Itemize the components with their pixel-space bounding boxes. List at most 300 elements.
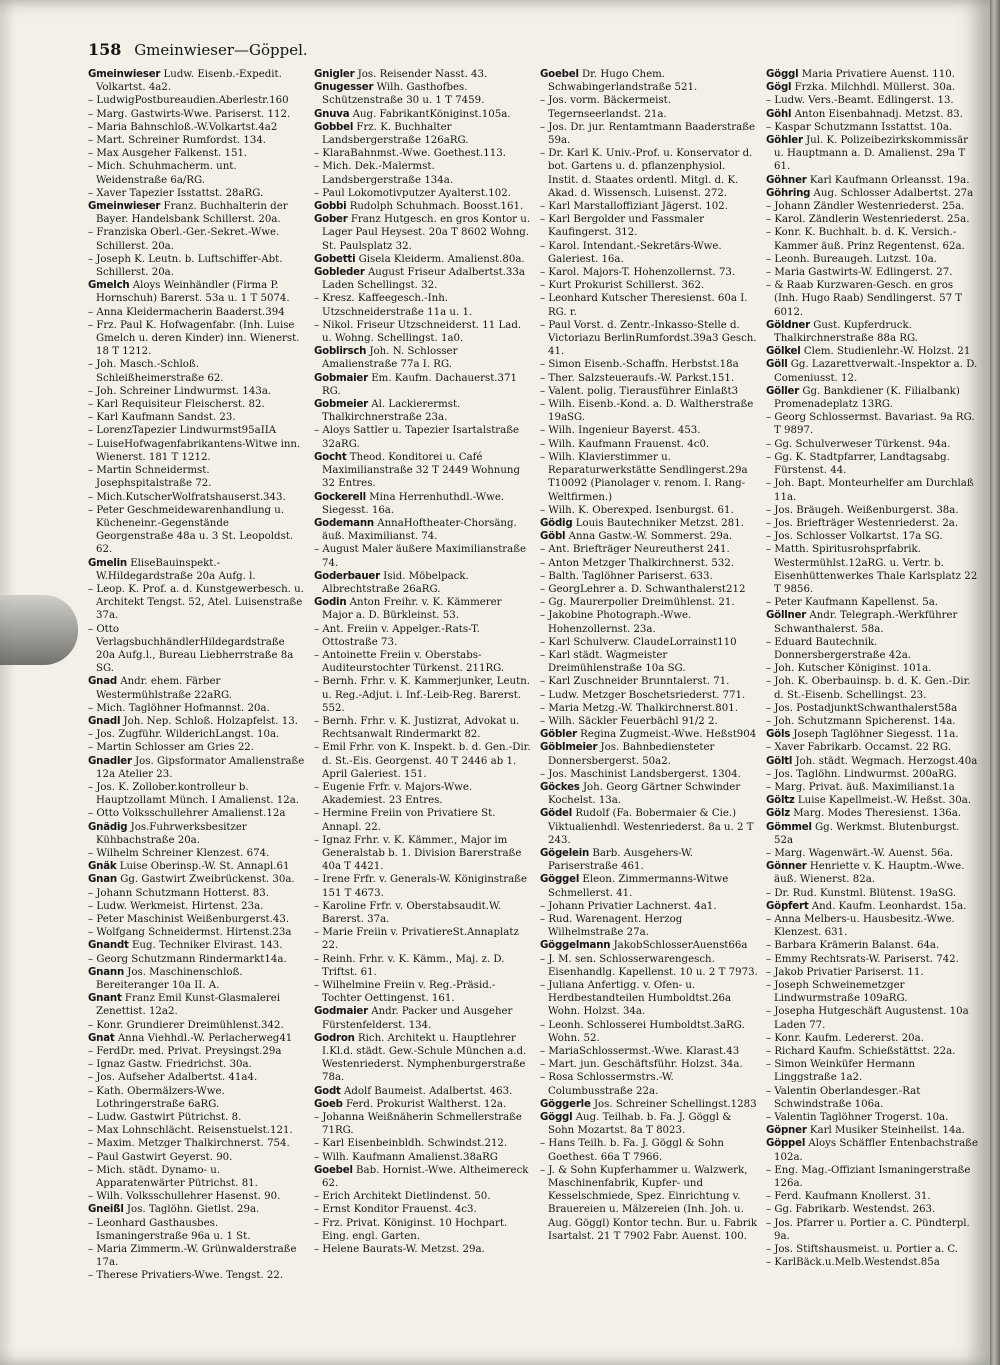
entry-surname: Gnad <box>88 676 117 688</box>
directory-entry <box>766 121 980 134</box>
entry-text: – Georg Schlossermst. Bavariast. 9a RG. T 9897. <box>766 412 975 437</box>
entry-text: – Ferd. Kaufmann Knollerst. 31. <box>766 1191 931 1203</box>
directory-entry <box>540 596 758 609</box>
directory-entry <box>88 755 306 781</box>
directory-entry <box>88 992 306 1018</box>
entry-surname: Gobbi <box>314 201 347 213</box>
entry-text: – & Raab Kurzwaren-Gesch. en gros (Inh. Hugo Raab) Sendlingerst. 57 T 6012. <box>766 280 963 318</box>
directory-entry <box>88 583 306 623</box>
entry-text: – Joseph K. Leutn. b. Luftschiffer-Abt. Schillerst. 20a. <box>88 253 283 279</box>
directory-entry <box>88 1190 306 1203</box>
entry-text: – GeorgLehrer a. D. Schwanthalerst212 <box>540 583 746 595</box>
directory-entry <box>88 1137 306 1150</box>
directory-column-1 <box>88 68 306 1348</box>
directory-entry <box>540 438 758 451</box>
entry-text: – Marg. Gastwirts-Wwe. Pariserst. 112. <box>88 108 291 120</box>
entry-surname: Gockerell <box>314 491 366 503</box>
directory-entry <box>540 557 758 570</box>
directory-entry <box>766 319 980 345</box>
entry-surname: Göllner <box>766 610 807 622</box>
directory-entry <box>766 860 980 886</box>
entry-text: Em. Kaufm. Dachauerst.371 RG. <box>322 372 517 397</box>
entry-text: – Jakob Privatier Pariserst. 11. <box>766 966 924 978</box>
entry-text: – Wilh. Kaufmann Amalienst.38aRG <box>314 1151 498 1163</box>
directory-entry <box>88 1217 306 1243</box>
directory-entry <box>88 491 306 504</box>
directory-entry <box>766 438 980 451</box>
entry-text: – Marg. Privat. äuß. Maximilianst.1a <box>766 781 955 793</box>
entry-text: – Karol. Zändlerin Westenriederst. 25a. <box>766 214 970 226</box>
entry-text: – Wilh. Säckler Feuerbächl 91/2 2. <box>540 715 718 727</box>
directory-entry <box>314 1164 532 1190</box>
directory-entry <box>314 807 532 833</box>
entry-surname: Göldner <box>766 319 810 331</box>
entry-text: – Maria Zimmerm.-W. Grünwalderstraße 17a. <box>88 1244 297 1269</box>
directory-entry <box>314 213 532 253</box>
directory-entry <box>540 1111 758 1137</box>
entry-surname: Göhl <box>766 108 792 120</box>
entry-text: – Ludw. Gastwirt Pütrichst. 8. <box>88 1112 242 1124</box>
directory-entry <box>540 504 758 517</box>
directory-entry <box>540 213 758 239</box>
entry-text: Anton Eisenbahnadj. Metzst. 83. <box>794 108 963 120</box>
directory-entry <box>540 1019 758 1045</box>
entry-text: – Karl städt. Wagmeister Dreimühlenstraße 10a SG. <box>540 649 686 675</box>
entry-text: Theod. Konditorei u. Café Maximilianstraße 32 T 2449 Wohnung 32 Entres. <box>322 451 520 490</box>
directory-entry <box>766 768 980 781</box>
directory-entry <box>88 860 306 873</box>
entry-surname: Gödig <box>540 517 573 529</box>
directory-entry <box>88 147 306 160</box>
entry-text: – Otto Volksschullehrer Amalienst.12a <box>88 808 286 820</box>
directory-entry <box>766 517 980 530</box>
entry-text: – Frz. Privat. Königinst. 10 Hochpart. Eing. engl. Garten. <box>314 1217 508 1242</box>
directory-entry <box>766 385 980 411</box>
directory-entry <box>88 1124 306 1137</box>
entry-text: Aug. Teilhab. b. Fa. J. Göggl & Sohn Mozartst. 8a T 8023. <box>548 1112 732 1137</box>
entry-text: – Jos. vorm. Bäckermeist. Tegernseerlandst. 21a. <box>540 95 671 120</box>
entry-text: – Konr. K. Buchhalt. b. d. K. Versich.-Kammer äuß. Prinz Regentenst. 62a. <box>766 227 965 252</box>
entry-text: – Wolfgang Schneidermst. Hirtenst.23a <box>88 927 292 939</box>
directory-entry <box>766 1058 980 1084</box>
entry-text: – Max Ausgeher Falkenst. 151. <box>88 148 248 160</box>
entry-text: Karl Kaufmann Orleansst. 19a. <box>809 174 970 186</box>
directory-entry <box>766 728 980 741</box>
entry-text: Jos. Reisender Nasst. 43. <box>357 69 488 80</box>
entry-text: – KarlBäck.u.Melb.Westendst.85a <box>766 1257 940 1269</box>
directory-entry <box>766 1111 980 1124</box>
directory-entry <box>314 1005 532 1031</box>
directory-entry <box>540 873 758 899</box>
entry-text: – Joh. Schreiner Lindwurmst. 143a. <box>88 385 272 397</box>
directory-entry <box>540 1045 758 1058</box>
directory-entry <box>88 821 306 847</box>
directory-entry <box>766 358 980 384</box>
directory-entry <box>88 187 306 200</box>
entry-text: – Jos. Stiftshausmeist. u. Portier a. C. <box>766 1244 959 1256</box>
entry-text: Andr. Packer und Ausgeher Fürstenfelderst. 134. <box>322 1006 513 1031</box>
entry-text: Henriette v. K. Hauptm.-Wwe. äuß. Wienerst. 82a. <box>774 861 965 886</box>
directory-entry <box>88 1019 306 1032</box>
directory-entry <box>314 543 532 569</box>
directory-entry <box>88 623 306 676</box>
directory-entry <box>88 121 306 134</box>
entry-text: – August Maler äußere Maximilianstraße 74. <box>314 544 527 569</box>
directory-entry <box>314 517 532 543</box>
entry-text: – Leop. K. Prof. a. d. Kunstgewerbesch. u. Architekt Tengst. 52, Atel. Luisenstraße 37a. <box>88 583 304 622</box>
directory-entry <box>314 121 532 147</box>
directory-entry <box>88 1269 306 1282</box>
entry-text: – Mich. Dek.-Malermst. Landsbergerstraße 134a. <box>314 161 454 186</box>
directory-entry <box>540 94 758 120</box>
directory-entry <box>314 147 532 160</box>
entry-text: – Valentin Oberlandesger.-Rat Schwindstraße 106a. <box>766 1085 921 1110</box>
entry-surname: Gnat <box>88 1032 115 1044</box>
entry-text: Luise Kapellmeist.-W. Heßst. 30a. <box>797 795 972 807</box>
entry-text: – Jos. Maschinist Landsbergerst. 1304. <box>540 768 741 780</box>
entry-surname: Gobmeier <box>314 399 369 411</box>
directory-entry <box>540 385 758 398</box>
directory-entry <box>540 68 758 94</box>
entry-text: – Peter Geschmeidewarenhandlung u. Kücheneinr.-Gegenstände Georgenstraße 48a u. 3 St. Leopoldst. 62. <box>88 504 294 556</box>
entry-surname: Gocht <box>314 451 347 463</box>
page-title: Gmeinwieser—Göppel. <box>134 41 308 59</box>
entry-text: – Erich Architekt Dietlindenst. 50. <box>314 1191 491 1203</box>
entry-text: – Xaver Tapezier Isstattst. 28aRG. <box>88 187 264 199</box>
entry-surname: Gnant <box>88 993 122 1005</box>
entry-text: – Ludw. Werkmeist. Hirtenst. 23a. <box>88 900 264 912</box>
directory-entry <box>540 266 758 279</box>
directory-entry <box>314 266 532 292</box>
entry-text: – Wilh. Klavierstimmer u. Reparaturwerkstätte Sendlingerst.29a T10092 (Pianolager v. renom. I. Rang-Weltfirmen.) <box>540 451 748 503</box>
directory-entry <box>766 741 980 754</box>
entry-text: – Mart. jun. Geschäftsführ. Holzst. 34a. <box>540 1059 743 1071</box>
directory-entry <box>766 821 980 847</box>
directory-entry <box>766 662 980 675</box>
entry-text: Bab. Hornist.-Wwe. Altheimereck 62. <box>322 1164 529 1190</box>
directory-entry <box>88 953 306 966</box>
entry-text: Gg. Lazarettverwalt.-Inspektor a. D. Comeniusst. 12. <box>774 359 978 384</box>
entry-text: Gg. Bankdiener (K. Filialbank) Promenadeplatz 13RG. <box>774 385 960 411</box>
entry-text: – Maria Metzg.-W. Thalkirchnerst.801. <box>540 702 738 714</box>
directory-entry <box>314 319 532 345</box>
entry-text: – Ant. Freiin v. Appelger.-Rats-T. Ottostraße 73. <box>314 623 480 648</box>
directory-entry <box>766 1164 980 1190</box>
directory-column-2 <box>314 68 532 1348</box>
entry-text: – Karl Eisenbeinbldh. Schwindst.212. <box>314 1138 508 1150</box>
entry-text: Eug. Techniker Elvirast. 143. <box>131 940 283 952</box>
entry-text: – Jos. Briefträger Westenriederst. 2a. <box>766 517 959 529</box>
directory-entry <box>88 939 306 952</box>
directory-entry <box>540 292 758 318</box>
directory-entry <box>88 873 306 886</box>
entry-text: Gg. Werkmst. Blutenburgst. 52a <box>774 821 960 846</box>
directory-entry <box>766 715 980 728</box>
directory-entry <box>766 1256 980 1269</box>
directory-entry <box>314 1111 532 1137</box>
entry-text: Rich. Architekt u. Hauptlehrer I.Kl.d. städt. Gew.-Schule München a.d. Westenriederst. Nymphenburgerstraße 78a. <box>322 1032 527 1084</box>
entry-text: – Frz. Paul K. Hofwagenfabr. (Inh. Luise Gmelch u. deren Kinder) inn. Wienerst. 18 T 1212. <box>88 319 300 358</box>
entry-text: Karl Musiker Steinheilst. 14a. <box>809 1125 965 1137</box>
directory-entry <box>314 781 532 807</box>
directory-column-3 <box>540 68 758 1348</box>
directory-entry <box>88 1203 306 1216</box>
entry-text: – Ernst Konditor Frauenst. 4c3. <box>314 1204 477 1216</box>
entry-text: – LuiseHofwagenfabrikantens-Witwe inn. Wienerst. 181 T 1212. <box>88 438 301 463</box>
directory-entry <box>540 847 758 873</box>
directory-entry <box>766 187 980 200</box>
directory-entry <box>88 741 306 754</box>
directory-entry <box>540 728 758 741</box>
directory-entry <box>88 1164 306 1190</box>
entry-surname: Göggl <box>540 1112 573 1124</box>
entry-surname: Gobbel <box>314 121 354 133</box>
entry-text: – Konr. Grundierer Dreimühlenst.342. <box>88 1019 284 1031</box>
entry-text: – Simon Eisenb.-Schaffn. Herbstst.18a <box>540 359 739 371</box>
entry-text: – Paul Lokomotivputzer Ayalterst.102. <box>314 187 511 199</box>
entry-text: – Gg. K. Stadtpfarrer, Landtagsabg. Fürstenst. 44. <box>766 451 950 477</box>
entry-text: JakobSchlosserAuenst66a <box>613 940 748 952</box>
binder-clip <box>0 595 78 665</box>
entry-surname: Göggerle <box>540 1098 591 1110</box>
entry-surname: Gober <box>314 214 348 226</box>
entry-text: Gisela Kleiderm. Amalienst.80a. <box>358 253 525 265</box>
directory-entry <box>540 900 758 913</box>
entry-surname: Gnäk <box>88 861 117 873</box>
entry-surname: Göggl <box>766 69 799 80</box>
directory-entry <box>88 913 306 926</box>
entry-surname: Godemann <box>314 517 374 529</box>
entry-surname: Gnädig <box>88 821 128 833</box>
directory-entry <box>540 702 758 715</box>
entry-text: – Joh. Bapt. Monteurhelfer am Durchlaß 11a. <box>766 478 974 503</box>
directory-entry <box>766 134 980 174</box>
entry-surname: Goblirsch <box>314 346 367 358</box>
directory-entry <box>540 398 758 424</box>
directory-entry <box>314 160 532 186</box>
entry-text: Jos. Gipsformator Amalienstraße 12a Atelier 23. <box>96 755 305 780</box>
directory-entry <box>88 464 306 490</box>
entry-text: – Reinh. Frhr. v. K. Kämm., Maj. z. D. Triftst. 61. <box>314 953 505 978</box>
directory-entry <box>88 108 306 121</box>
entry-text: – Marg. Wagenwärt.-W. Auenst. 56a. <box>766 847 954 859</box>
directory-entry <box>88 411 306 424</box>
entry-text: – Maria Gastwirts-W. Edlingerst. 27. <box>766 267 953 279</box>
entry-text: Dr. Hugo Chem. Schwabingerlandstraße 521. <box>548 69 698 94</box>
entry-text: – KlaraBahnmst.-Wwe. Goethest.113. <box>314 148 506 160</box>
directory-entry <box>766 279 980 319</box>
entry-text: Franz Emil Kunst-Glasmalerei Zenettist. 12a2. <box>96 993 281 1018</box>
entry-text: Gg. Gastwirt Zweibrückenst. 30a. <box>120 874 295 886</box>
directory-entry <box>766 1124 980 1137</box>
directory-entry <box>88 900 306 913</box>
entry-text: – Eduard Bautechnik. Donnersbergerstraße 42a. <box>766 636 912 661</box>
entry-text: – Valent. polig. Tierausführer Einlaßt3 <box>540 385 739 397</box>
entry-text: – Ludw. Vers.-Beamt. Edlingerst. 13. <box>766 95 954 107</box>
entry-text: – Wilh. K. Oberexped. Isenburgst. 61. <box>540 504 734 516</box>
entry-text: – LorenzTapezier Lindwurmst95aIIA <box>88 425 277 437</box>
entry-text: Adolf Baumeist. Adalbertst. 463. <box>343 1085 513 1097</box>
directory-entry <box>88 1243 306 1269</box>
directory-entry <box>314 926 532 952</box>
directory-entry <box>766 807 980 820</box>
entry-surname: Goeb <box>314 1098 343 1110</box>
directory-entry <box>314 398 532 424</box>
entry-surname: Göblmeier <box>540 742 598 754</box>
entry-text: Joh. Nep. Schloß. Holzapfelst. 13. <box>123 715 298 727</box>
directory-entry <box>88 966 306 992</box>
directory-entry <box>766 1032 980 1045</box>
entry-text: – Wilhelmine Freiin v. Reg.-Präsid.-Tochter Oettingenst. 161. <box>314 980 496 1005</box>
entry-text: Frzka. Milchhdl. Müllerst. 30a. <box>794 82 956 94</box>
entry-text: Andr. Telegraph.-Werkführer Schwanthalerst. 58a. <box>774 610 958 635</box>
directory-entry <box>766 1045 980 1058</box>
entry-text: – Irene Frfr. v. Generals-W. Königinstraße 151 T 4673. <box>314 874 528 899</box>
directory-entry <box>88 781 306 807</box>
directory-entry <box>314 623 532 649</box>
entry-text: Clem. Studienlehr.-W. Holzst. 21 <box>803 346 971 358</box>
directory-entry <box>540 953 758 979</box>
entry-text: – Gg. Maurerpolier Dreimühlenst. 21. <box>540 597 735 609</box>
entry-text: Mina Herrenhuthdl.-Wwe. Siegesst. 16a. <box>322 491 505 516</box>
entry-text: Aloys Schäffler Entenbachstraße 102a. <box>774 1138 978 1163</box>
entry-text: – Maxim. Metzger Thalkirchnerst. 754. <box>88 1138 290 1150</box>
entry-text: – Johann Schutzmann Hotterst. 83. <box>88 887 270 899</box>
directory-entry <box>88 1085 306 1111</box>
directory-entry <box>540 583 758 596</box>
entry-text: EliseBauinspekt.-W.Hildegardstraße 20a Aufg. l. <box>96 557 256 582</box>
directory-entry <box>314 1085 532 1098</box>
directory-entry <box>766 345 980 358</box>
entry-text: – Karl Zuschneider Brunntalerst. 71. <box>540 676 730 688</box>
entry-surname: Gnann <box>88 966 124 978</box>
directory-entry <box>540 741 758 767</box>
entry-surname: Göltl <box>766 755 793 767</box>
entry-text: – Gg. Schulverweser Türkenst. 94a. <box>766 438 951 450</box>
directory-entry <box>88 887 306 900</box>
entry-text: – J. M. sen. Schlosserwarengesch. Eisenhandlg. Kapellenst. 10 u. 2 T 7973. <box>540 953 758 978</box>
directory-entry <box>766 596 980 609</box>
entry-text: – Jakobine Photograph.-Wwe. Hohenzollernst. 23a. <box>540 610 692 635</box>
entry-surname: Gmeinwieser <box>88 69 161 80</box>
directory-entry <box>88 94 306 107</box>
entry-text: Frz. K. Buchhalter Landsbergerstraße 126aRG. <box>322 121 469 147</box>
directory-entry <box>540 200 758 213</box>
directory-entry <box>766 939 980 952</box>
entry-text: – Eugenie Frfr. v. Majors-Wwe. Akademiest. 23 Entres. <box>314 781 473 807</box>
entry-text: – Leonh. Bureaugeh. Lutzst. 10a. <box>766 253 937 265</box>
directory-entry <box>766 200 980 213</box>
directory-entry <box>540 913 758 939</box>
directory-entry <box>88 1111 306 1124</box>
directory-entry <box>540 1071 758 1097</box>
directory-entry <box>540 530 758 543</box>
entry-surname: Gnugesser <box>314 82 374 94</box>
directory-entry <box>314 292 532 318</box>
page-header <box>88 40 308 59</box>
entry-text: – Jos. Schlosser Volkartst. 17a SG. <box>766 531 943 543</box>
entry-text: Joseph Taglöhner Siegesst. 11a. <box>793 729 959 741</box>
entry-text: Maria Privatiere Auenst. 110. <box>801 69 955 80</box>
directory-entry <box>314 200 532 213</box>
entry-surname: Gömmel <box>766 821 812 833</box>
directory-entry <box>314 1032 532 1085</box>
entry-text: – Johann Privatier Lachnerst. 4a1. <box>540 900 717 912</box>
entry-surname: Göls <box>766 729 791 741</box>
directory-entry <box>314 570 532 596</box>
entry-text: – Johanna Weißnäherin Schmellerstraße 71RG. <box>314 1112 522 1137</box>
entry-surname: Göbler <box>540 729 577 741</box>
entry-surname: Göckes <box>540 781 580 793</box>
entry-text: – Peter Kaufmann Kapellenst. 5a. <box>766 597 939 609</box>
entry-text: – Joh. Masch.-Schloß. Schleißheimerstraße 62. <box>88 359 224 384</box>
entry-surname: Göggel <box>540 874 580 886</box>
directory-entry <box>766 253 980 266</box>
directory-entry <box>540 570 758 583</box>
entry-text: – Dr. Rud. Kunstml. Blütenst. 19aSG. <box>766 887 956 899</box>
entry-text: Rudolph Schuhmach. Boosst.161. <box>349 201 524 213</box>
entry-surname: Göhler <box>766 135 803 147</box>
entry-text: – Jos. K. Zollober.kontrolleur b. Hauptzollamt Münch. I Amalienst. 12a. <box>88 781 300 807</box>
entry-surname: Gnadler <box>88 755 132 767</box>
entry-text: – Leonhard Kutscher Theresienst. 60a I. RG. r. <box>540 293 748 318</box>
entry-text: – Leonhard Gasthausbes. Ismaningerstraße 96a u. 1 St. <box>88 1217 251 1242</box>
entry-text: – Otto VerlagsbuchhändlerHildegardstraße 20a Aufg.l., Bureau Liebherrstraße 8a SG. <box>88 623 294 675</box>
directory-entry <box>540 543 758 556</box>
entry-surname: Godron <box>314 1032 355 1044</box>
entry-text: – Antoinette Freiin v. Oberstabs-Auditeurstochter Türkenst. 211RG. <box>314 649 505 675</box>
entry-surname: Goebel <box>314 1164 353 1176</box>
entry-text: Anna Gastw.-W. Sommerst. 29a. <box>568 531 733 543</box>
directory-entry <box>766 847 980 860</box>
directory-entry <box>766 675 980 701</box>
entry-text: Jos. Bahnbediensteter Donnersbergerst. 50a2. <box>548 742 715 767</box>
directory-entry <box>540 121 758 147</box>
entry-surname: Godin <box>314 597 347 609</box>
entry-text: – Matth. Spiritusrohsprfabrik. Westermühlst.12aRG. u. Vertr. b. Eisenhüttenwerkes Thale Karlsplatz 22 T 9856. <box>766 544 978 595</box>
directory-entry <box>314 1217 532 1243</box>
entry-text: Aug. FabrikantKöniginst.105a. <box>352 108 511 120</box>
directory-entry <box>88 398 306 411</box>
directory-entry <box>766 174 980 187</box>
directory-entry <box>766 636 980 662</box>
directory-entry <box>314 1203 532 1216</box>
directory-entry <box>88 424 306 437</box>
entry-text: – MariaSchlossermst.-Wwe. Klarast.43 <box>540 1046 740 1058</box>
entry-text: – Bernh. Frhr. v. K. Justizrat, Advokat u. Rechtsanwalt Rindermarkt 82. <box>314 715 520 741</box>
entry-text: – Balth. Taglöhner Pariserst. 633. <box>540 570 713 582</box>
directory-entry <box>766 794 980 807</box>
entry-text: – Martin Schlosser am Gries 22. <box>88 742 255 754</box>
entry-surname: Gölkel <box>766 346 801 358</box>
directory-entry <box>766 477 980 503</box>
directory-entry <box>766 81 980 94</box>
directory-entry <box>314 741 532 781</box>
directory-entry <box>540 358 758 371</box>
directory-entry <box>766 702 980 715</box>
entry-surname: Göhring <box>766 187 811 199</box>
directory-entry <box>88 226 306 252</box>
entry-text: – Georg Schutzmann Rindermarkt14a. <box>88 953 287 965</box>
entry-text: – Johann Zändler Westenriederst. 25a. <box>766 201 965 213</box>
directory-entry <box>314 979 532 1005</box>
entry-text: Jos. Schreiner Schellingst.1283 <box>593 1098 757 1110</box>
entry-text: – Karl Bergolder und Fassmaler Kaufingerst. 312. <box>540 214 705 239</box>
entry-surname: Gnigler <box>314 69 355 80</box>
directory-entry <box>766 213 980 226</box>
directory-entry <box>88 847 306 860</box>
directory-entry <box>540 319 758 359</box>
